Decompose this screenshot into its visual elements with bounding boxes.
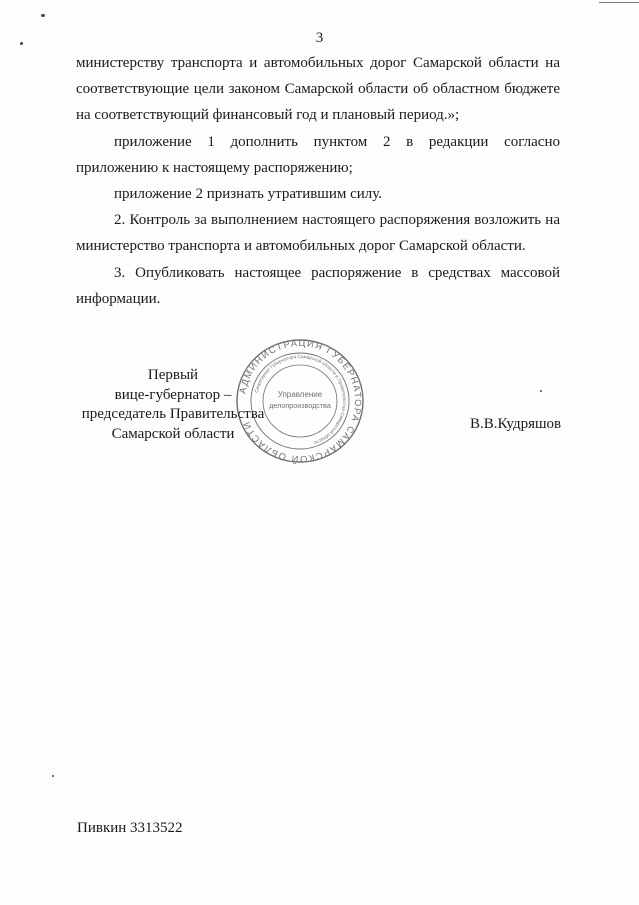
body-paragraph: приложение 2 признать утратившим силу.: [114, 186, 383, 203]
scan-speck: [41, 14, 45, 17]
seal-inner-text: Секретариат Губернатора Самарской области и Правительства Самарской области: [253, 353, 348, 446]
signer-name: В.В.Кудряшов: [470, 416, 562, 432]
seal-outer-text: АДМИНИСТРАЦИЯ ГУБЕРНАТОРА САМАРСКОЙ ОБЛАСТИ: [237, 337, 364, 465]
seal-center-text: делопроизводства: [269, 401, 331, 410]
scan-edge-mark: [599, 2, 639, 3]
signatory-title-line: Первый: [147, 367, 199, 383]
document-body: [76, 50, 560, 312]
seal-center-text: Управление: [277, 390, 323, 399]
official-seal: [234, 337, 366, 465]
body-paragraph: 3. Опубликовать настоящее распоряжение в средствах массовой информации.: [76, 264, 560, 307]
signatory-title-line: Самарской области: [111, 425, 235, 442]
scan-speck: [52, 775, 54, 777]
body-paragraph: приложение 1 дополнить пунктом 2 в редакции согласно приложению к настоящему распоряжению;: [76, 133, 560, 176]
body-paragraph: министерству транспорта и автомобильных дорог Самарской области на соответствующие цели законом Самарской области об областном бюджете на соответствующий финансовый год и плановый период.»;: [76, 55, 560, 124]
signatory-title-line: председатель Правительства: [81, 406, 265, 422]
scan-speck: [540, 390, 542, 392]
page-number: 3: [315, 30, 324, 46]
signatory-title-line: вице-губернатор –: [114, 386, 232, 403]
body-paragraph: 2. Контроль за выполнением настоящего распоряжения возложить на министерство транспорта и автомобильных дорог Самарской области.: [76, 212, 560, 255]
executor-contact: Пивкин 3313522: [77, 820, 183, 836]
